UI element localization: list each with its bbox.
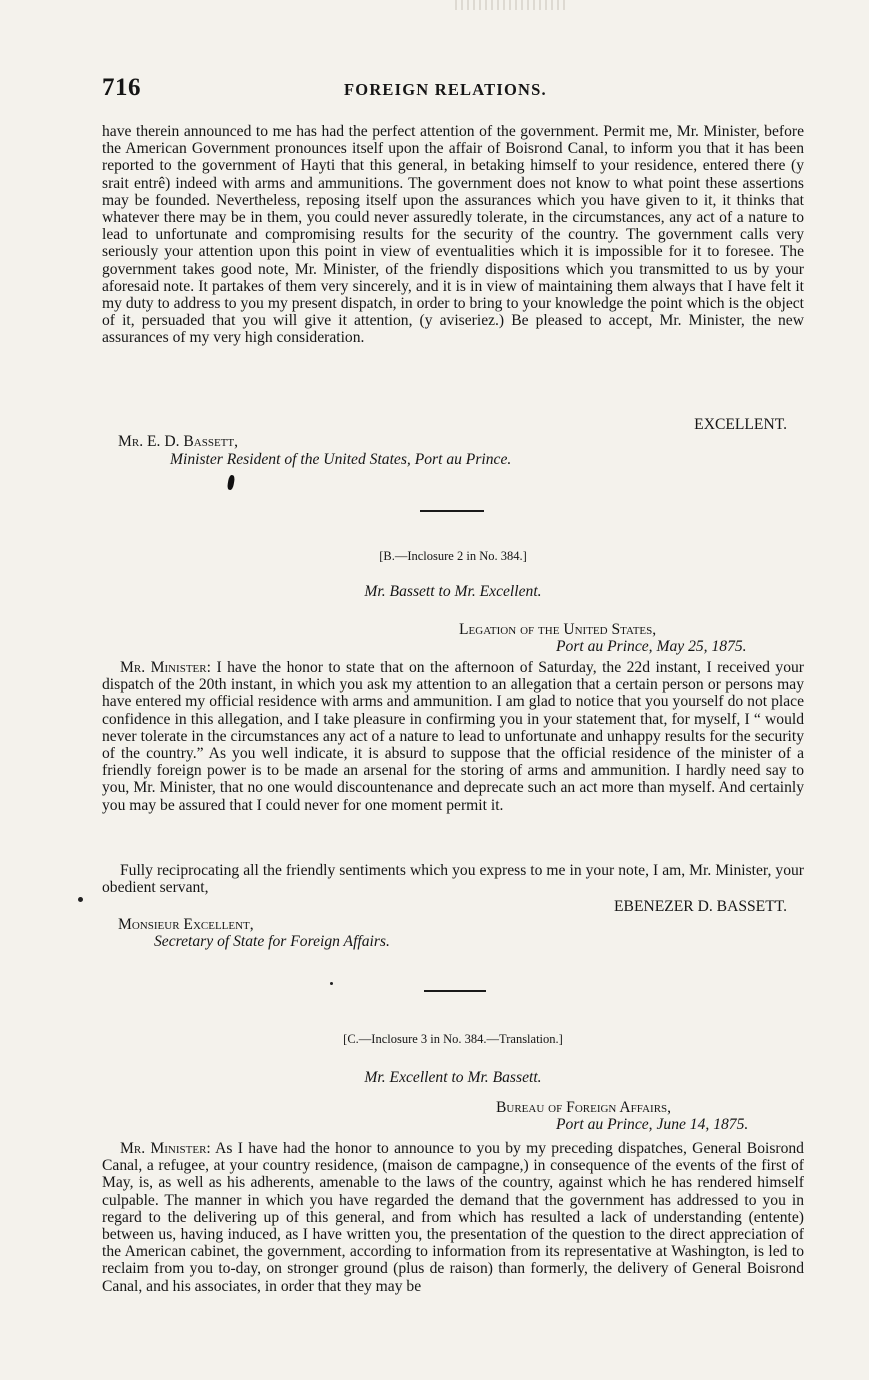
letter-c-body [102,1140,804,1295]
letter-b-body-text: I have the honor to state that on the afternoon of Saturday, the 22d instant, I received your dispatch of the 20th instant, in which you ask my attention to an allegation that a certain person or persons may have entered my official residence with arms and ammunition. I am glad to notice that you yourself do not place confidence in this allegation, and I take pleasure in confirming you in your statement that, for myself, I “ would never tolerate in the circumstances any act of a nature to lead to unfortunate and unhappy results for the security of the country.” As you well indicate, it is absurd to suppose that the official residence of the minister of a friendly foreign power is to be made an arsenal for the storing of arms and ammunition. I hardly need say to you, Mr. Minister, that no one would discountenance and deprecate such an act more than myself. And certainly you may be assured that I could never for one moment permit it. [102,659,804,814]
letter-c-place: Bureau of Foreign Affairs, [496,1099,672,1116]
letter-c-date: Port au Prince, June 14, 1875. [556,1116,749,1133]
letter-b-addressee-title: Secretary of State for Foreign Affairs. [154,933,390,950]
letter-c-caption: [C.—Inclosure 3 in No. 384.—Translation.] [343,1032,563,1046]
letter-a-signature: EXCELLENT. [694,416,787,433]
letter-c-heading: Mr. Excellent to Mr. Bassett. [364,1069,542,1086]
letter-c-salutation: Mr. Minister: [120,1140,211,1157]
letter-b-addressee-name: Monsieur Excellent, [118,916,254,933]
letter-a-addressee-title: Minister Resident of the United States, Port au Prince. [170,451,512,468]
scan-speckle [455,0,565,10]
letter-c-body-text: As I have had the honor to announce to you by my preceding dispatches, General Boisrond Canal, a refugee, at your country residence, (maison de campagne,) in consequence of the events of the first of May, is, as well as his adherents, amenable to the laws of the country, against which he has rendered himself culpable. The manner in which you have regarded the demand that the government has addressed to you in regard to the delivering up of this general, and from which has resulted a lack of understanding (entente) between us, having induced, as I have written you, the presentation of the question to the direct appreciation of the American cabinet, the government, according to information from its representative at Washington, is led to reclaim from you to-day, on stronger ground (plus de raison) than formerly, the delivery of General Boisrond Canal, and his associates, in order that they may be [102,1140,804,1295]
letter-b-signature: EBENEZER D. BASSETT. [614,898,787,915]
letter-a-body: have therein announced to me has had the perfect attention of the government. Permit me, Mr. Minister, before the American Government pronounces itself upon the affair of Boisrond Canal, to inform you that it has been reported to the government of Hayti that this general, in betaking himself to your residence, entered there (y srait entrê) indeed with arms and ammunitions. The government does not know to what point these assertions may be founded. Nevertheless, reposing itself upon the assurances which you have given to it, it thinks that whatever there may be in them, you could never assuredly tolerate, in the circumstances, any act of a nature to lead to unfortunate and compromising results for the security of the country. The government calls very seriously your attention upon this point in view of eventualities which it is impossible for it to foresee. The government takes good note, Mr. Minister, of the friendly dispositions which you transmitted to us by your aforesaid note. It partakes of them very sincerely, and it is in view of maintaining them always that I have felt it my duty to address to you my present dispatch, in order to bring to your knowledge the point which is the object of it, persuaded that you will give it attention, (y aviseriez.) Be pleased to accept, Mr. Minister, the new assurances of my very high consideration. [102,123,804,347]
letter-b-caption: [B.—Inclosure 2 in No. 384.] [379,549,527,563]
letter-b-date: Port au Prince, May 25, 1875. [556,638,747,655]
page-header [102,74,804,104]
margin-dot [330,982,333,985]
letter-b-body [102,659,804,814]
section-divider [424,990,486,992]
letter-b-salutation: Mr. Minister: [120,659,211,676]
letter-b-closing: Fully reciprocating all the friendly sentiments which you express to me in your note, I am, Mr. Minister, your obedient servant, [102,862,804,897]
letter-b-heading: Mr. Bassett to Mr. Excellent. [364,583,542,600]
ink-smudge [227,475,236,491]
margin-dot [78,897,83,902]
letter-a-addressee-name: Mr. E. D. Bassett, [118,433,239,450]
running-title: FOREIGN RELATIONS. [344,80,547,99]
letter-b-place: Legation of the United States, [459,621,657,638]
section-divider [420,510,484,512]
page-number: 716 [102,74,141,101]
